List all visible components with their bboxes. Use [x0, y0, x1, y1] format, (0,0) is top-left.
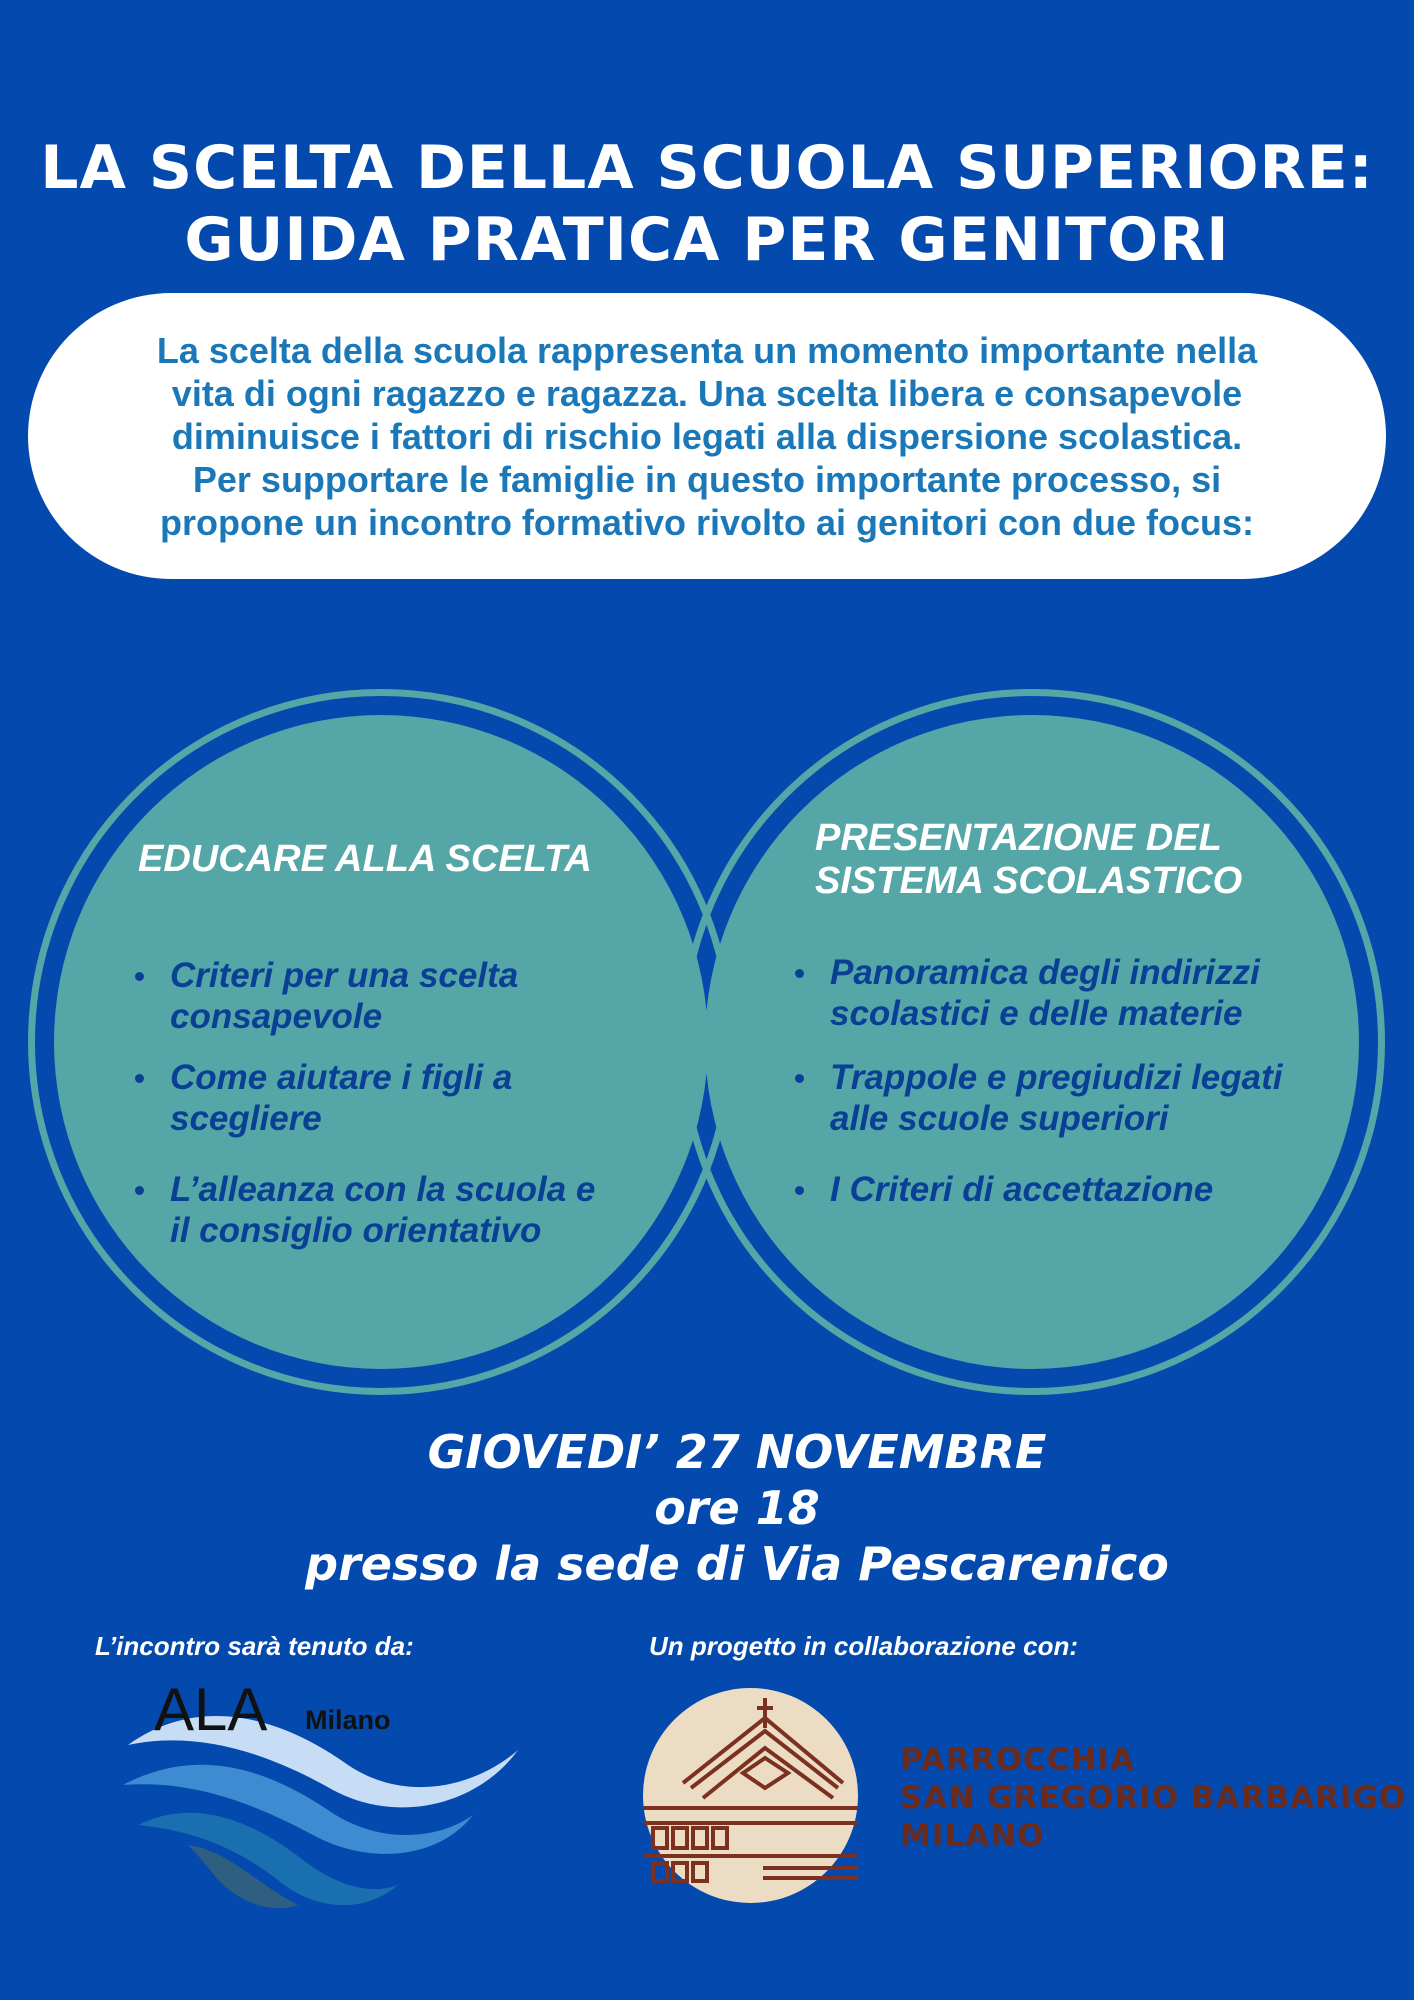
list-item: Criteri per una scelta consapevole	[135, 955, 655, 1037]
title-line-1: LA SCELTA DELLA SCUOLA SUPERIORE:	[40, 133, 1374, 203]
held-by-caption: L’incontro sarà tenuto da:	[95, 1631, 414, 1661]
focus-left-list	[135, 955, 655, 1251]
church-logo-icon	[643, 1688, 858, 1903]
list-item: L’alleanza con la scuola e il consiglio orientativo	[135, 1169, 655, 1251]
collaboration-caption: Un progetto in collaborazione con:	[649, 1631, 1078, 1661]
intro-text	[157, 329, 1257, 544]
ala-logo-name: ALA	[154, 1676, 268, 1743]
ala-logo-city: Milano	[305, 1705, 391, 1735]
event-date: GIOVEDI’ 27 NOVEMBRE	[427, 1425, 1047, 1479]
page-title	[0, 132, 1414, 276]
focus-right-list	[795, 952, 1335, 1210]
intro-line: Per supportare le famiglie in questo importante processo, si	[192, 458, 1222, 500]
list-item: Trappole e pregiudizi legati alle scuole superiori	[795, 1057, 1335, 1139]
parish-name-line: MILANO	[900, 1818, 1045, 1854]
focus-right-heading	[815, 817, 1335, 903]
event-time: ore 18	[654, 1481, 820, 1535]
intro-box	[28, 293, 1386, 579]
parish-name-line: PARROCCHIA	[900, 1742, 1135, 1778]
list-item: Panoramica degli indirizzi scolastici e delle materie	[795, 952, 1335, 1034]
focus-right-heading-line: PRESENTAZIONE DEL	[815, 817, 1222, 859]
focus-right-heading-line: SISTEMA SCOLASTICO	[815, 860, 1243, 902]
intro-line: diminuisce i fattori di rischio legati alla dispersione scolastica.	[171, 415, 1243, 457]
event-place: presso la sede di Via Pescarenico	[305, 1537, 1169, 1591]
intro-line: vita di ogni ragazzo e ragazza. Una scelta libera e consapevole	[171, 372, 1243, 414]
title-line-2: GUIDA PRATICA PER GENITORI	[184, 205, 1230, 275]
list-item: I Criteri di accettazione	[795, 1169, 1335, 1210]
list-item: Come aiutare i figli a scegliere	[135, 1057, 655, 1139]
intro-line: propone un incontro formativo rivolto ai genitori con due focus:	[159, 501, 1254, 543]
focus-left-heading: EDUCARE ALLA SCELTA	[138, 838, 592, 880]
intro-line: La scelta della scuola rappresenta un momento importante nella	[156, 329, 1258, 371]
parish-name-line: SAN GREGORIO BARBARIGO	[900, 1780, 1407, 1816]
